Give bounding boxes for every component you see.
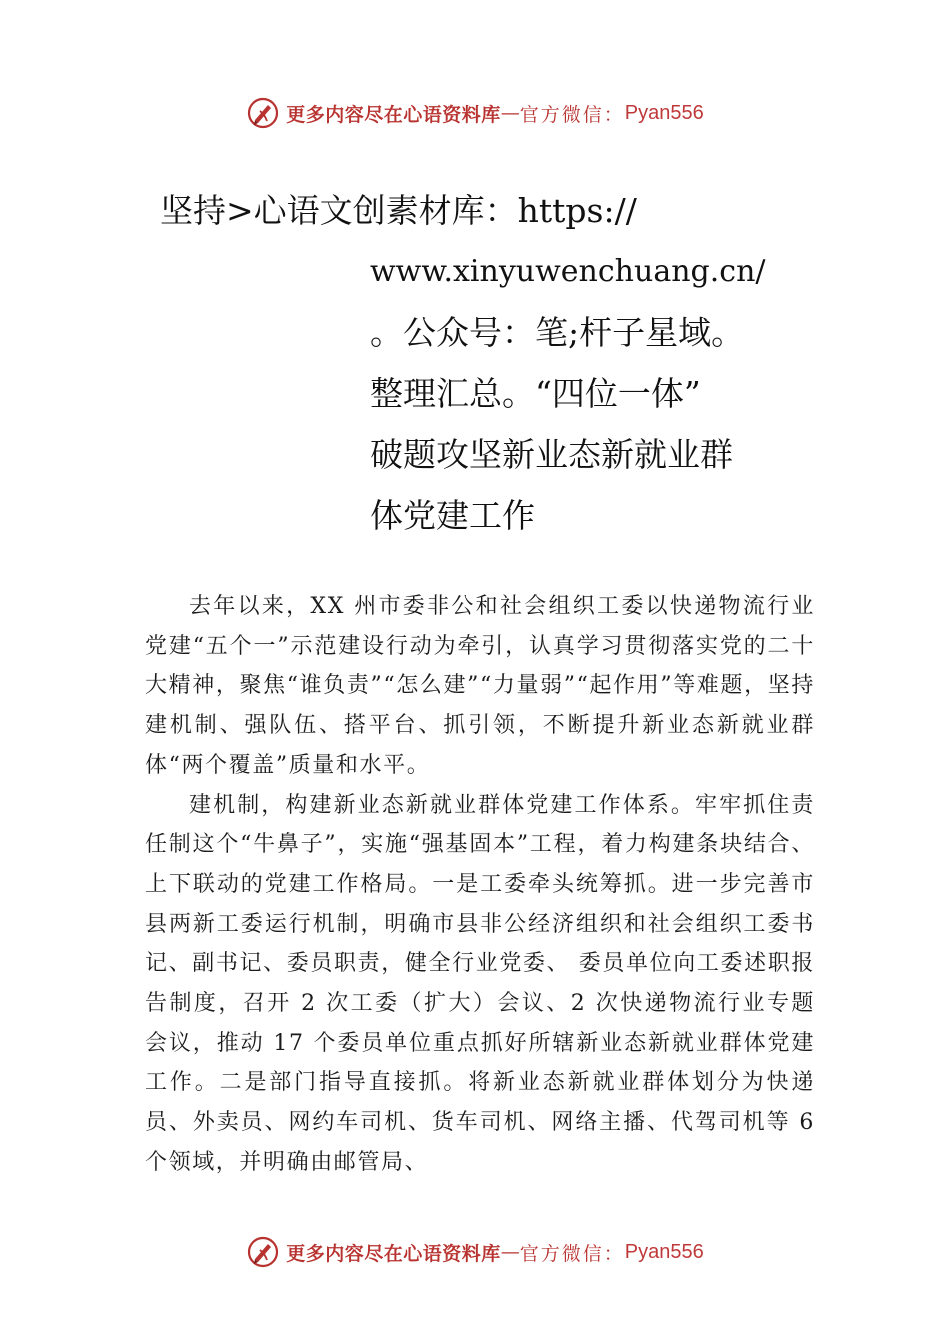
banner-dash: —: [500, 102, 520, 124]
banner-wechat-label: 官方微信：: [519, 103, 625, 126]
title-line-2: www.xinyuwenchuang.cn/: [370, 254, 766, 289]
header-banner: [0, 93, 950, 133]
body-paragraph-2: 建机制，构建新业态新就业群体党建工作体系。牢牢抓住责任制这个“牛鼻子”，实施“强基固本”工程，着力构建条块结合、上下联动的党建工作格局。一是工委牵头统筹抓。进一步完善市县两新工委运行机制，明确市县非公经济组织和社会组织工委书记、副书记、委员职责，健全行业党委、 委员单位向工委述职报告制度，召开 2 次工委（扩大）会议、2 次快递物流行业专题会议，推动 17 个委员单位重点抓好所辖新业态新就业群体党建工作。二是部门指导直接抓。将新业态新就业群体划分为快递员、外卖员、网约车司机、货车司机、网络主播、代驾司机等 6 个领域，并明确由邮管局、: [145, 792, 815, 1175]
banner-brand-text: 更多内容尽在心语资料库: [286, 103, 501, 126]
pen-logo-icon: [246, 1235, 280, 1269]
banner-wechat-label: 官方微信：: [519, 1242, 625, 1265]
title-line-4: 整理汇总。“四位一体”: [370, 374, 701, 413]
title-line-6: 体党建工作: [370, 496, 535, 535]
title-line-5: 破题攻坚新业态新就业群: [370, 435, 733, 474]
footer-banner: [0, 1232, 950, 1272]
document-body: [145, 587, 815, 1183]
banner-wechat-id: Pyan556: [624, 101, 704, 124]
body-paragraph-1: 去年以来，XX 州市委非公和社会组织工委以快递物流行业党建“五个一”示范建设行动为牵引，认真学习贯彻落实党的二十大精神，聚焦“谁负责”“怎么建”“力量弱”“起作用”等难题，坚持建机制、强队伍、搭平台、抓引领，不断提升新业态新就业群体“两个覆盖”质量和水平。: [145, 594, 815, 778]
title-line-3: 。公众号：笔;杆子星域。: [370, 313, 745, 352]
banner-wechat-id: Pyan556: [624, 1240, 704, 1263]
banner-brand-text: 更多内容尽在心语资料库: [286, 1242, 501, 1265]
title-line-1: 坚持>心语文创素材库：https://: [160, 191, 637, 230]
pen-logo-icon: [246, 96, 280, 130]
banner-dash: —: [500, 1241, 520, 1263]
